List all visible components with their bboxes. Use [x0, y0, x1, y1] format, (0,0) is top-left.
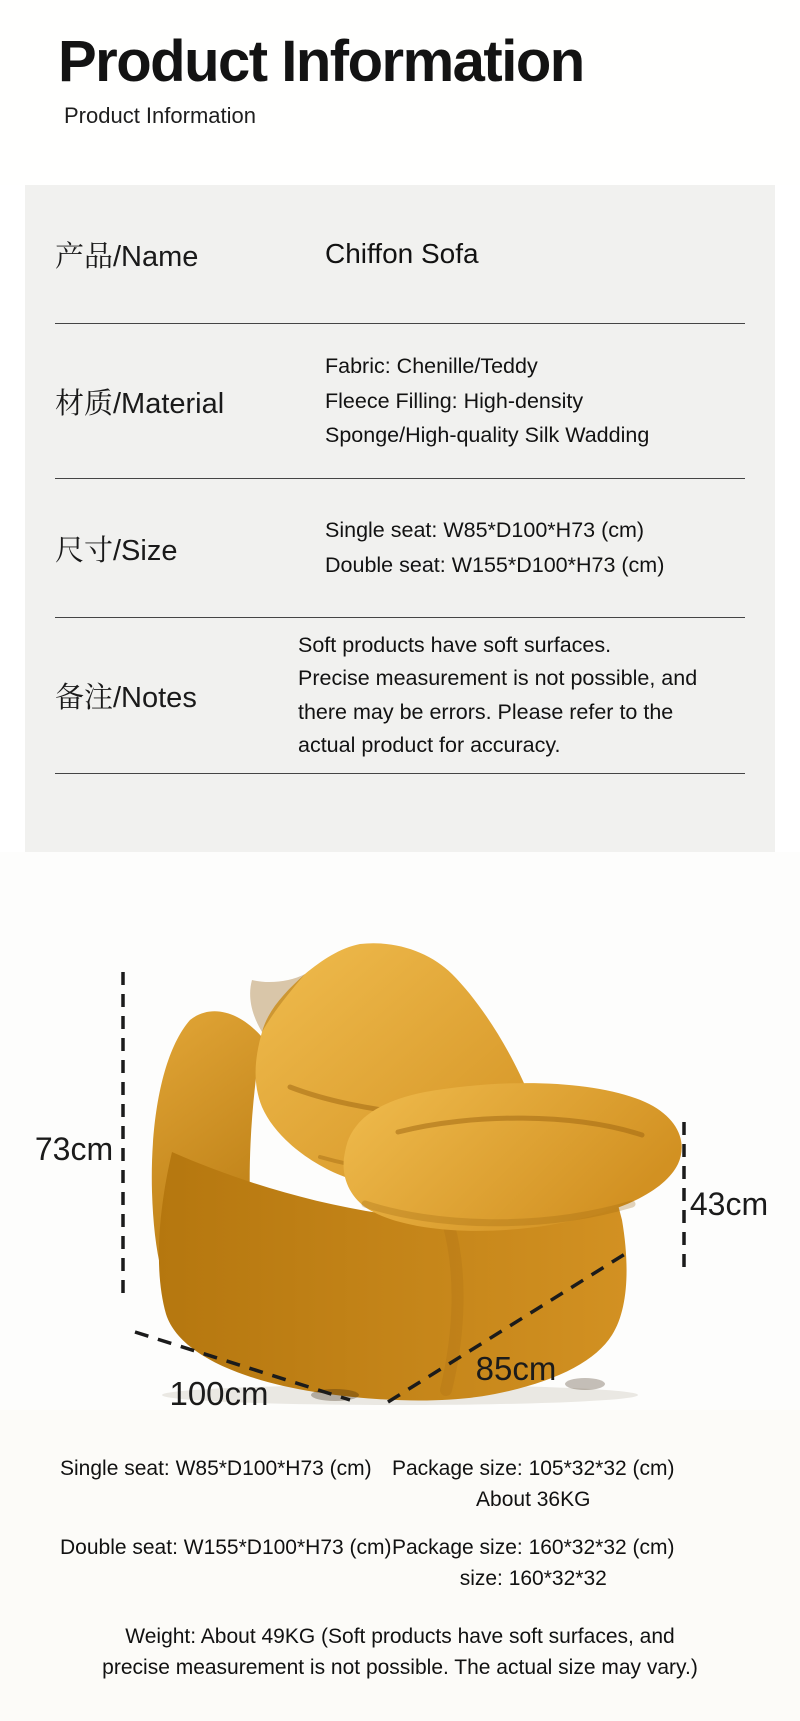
spec-label-size: 尺寸/Size [55, 534, 178, 567]
weight-note [0, 1621, 800, 1684]
spec-value-line: Fabric: Chenille/Teddy [325, 353, 538, 378]
weight-note-line: Weight: About 49KG (Soft products have soft surfaces, and [125, 1624, 675, 1648]
spec-value-line: there may be errors. Please refer to the [298, 699, 674, 724]
double-seat-package-size-text: Package size: 160*32*32 (cm) [392, 1535, 675, 1559]
double-seat-package [392, 1533, 675, 1595]
spec-row-notes [55, 617, 745, 773]
spec-value-line: Fleece Filling: High-density [325, 388, 584, 413]
page-title: Product Information [58, 29, 584, 94]
single-seat-size-text: Single seat: W85*D100*H73 (cm) [60, 1457, 372, 1480]
page-header [0, 0, 800, 185]
spec-table [25, 185, 775, 852]
sofa-foot-right [565, 1378, 605, 1390]
spec-label-material: 材质/Material [55, 387, 225, 420]
spec-value-line: Single seat: W85*D100*H73 (cm) [325, 518, 645, 543]
spec-value-line: Double seat: W155*D100*H73 (cm) [325, 553, 665, 577]
dimension-label-height: 73cm [34, 1131, 114, 1167]
spec-value-line: Precise measurement is not possible, and [298, 666, 698, 691]
dimension-label-seat-height: 43cm [689, 1186, 769, 1222]
single-seat-package-size-text: Package size: 105*32*32 (cm) [392, 1457, 675, 1480]
spec-value-name [325, 231, 479, 276]
double-seat-size-text: Double seat: W155*D100*H73 (cm) [60, 1535, 392, 1559]
dimension-label-depth: 100cm [169, 1375, 269, 1410]
package-info [0, 1410, 800, 1721]
single-seat-package [392, 1454, 675, 1516]
double-seat-package-extra-text: size: 160*32*32 [459, 1567, 607, 1591]
page-subtitle: Product Information [64, 102, 256, 128]
spec-value-line: actual product for accuracy. [298, 732, 561, 757]
package-row-single [0, 1454, 800, 1516]
spec-value-notes [298, 629, 697, 762]
product-figure [0, 852, 800, 1410]
spec-value-line: Soft products have soft surfaces. [298, 632, 612, 657]
spec-table-bottom-rule [55, 773, 745, 852]
spec-row-size [55, 478, 745, 617]
sofa-illustration [0, 852, 800, 1410]
package-row-double [0, 1533, 800, 1595]
single-seat-weight-text: About 36KG [476, 1488, 591, 1512]
spec-value-line: Chiffon Sofa [325, 238, 479, 270]
spec-value-material [325, 349, 649, 453]
spec-row-material [55, 323, 745, 478]
spec-label-notes: 备注/Notes [55, 682, 197, 714]
spec-label-name: 产品/Name [55, 240, 199, 273]
dimension-label-width: 85cm [475, 1350, 557, 1387]
spec-value-size [325, 513, 664, 583]
spec-row-name [55, 185, 745, 323]
spec-value-line: Sponge/High-quality Silk Wadding [325, 423, 650, 448]
weight-note-line: precise measurement is not possible. The actual size may vary.) [102, 1656, 698, 1680]
